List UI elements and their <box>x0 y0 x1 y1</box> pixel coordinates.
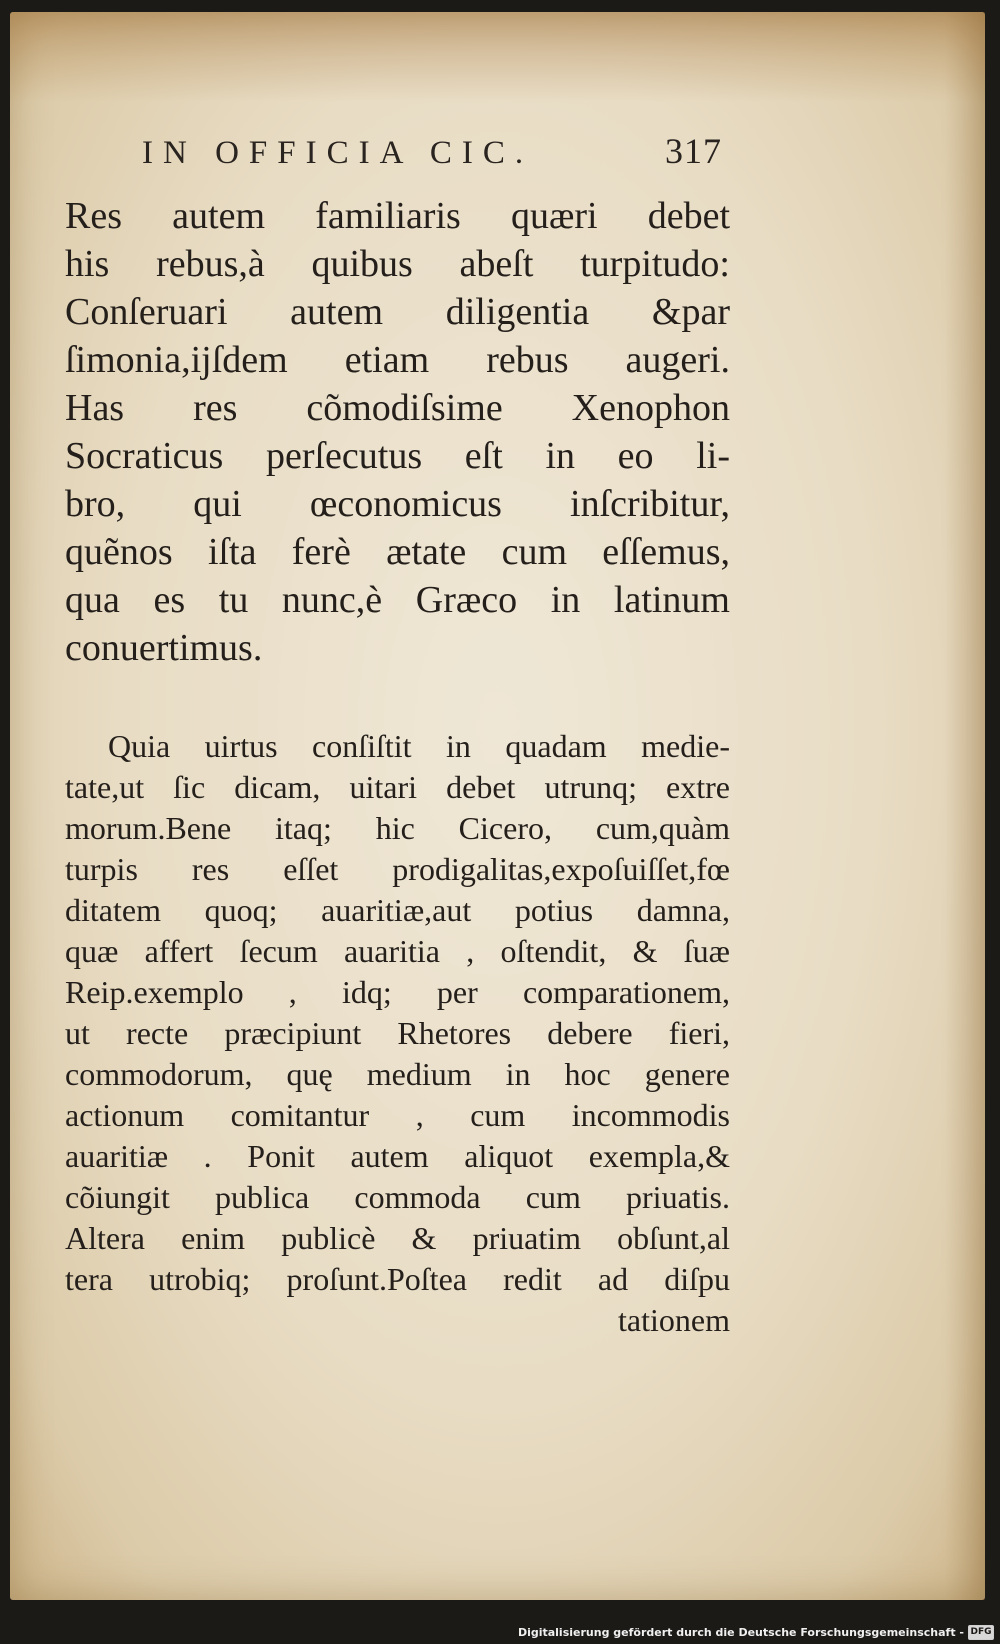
text-line: tate,ut ſic dicam, uitari debet utrunq; extre <box>65 769 730 805</box>
text-line: his rebus,à quibus abeſt turpitudo: <box>65 243 730 285</box>
credit-text: Digitalisierung gefördert durch die Deutsche Forschungsgemeinschaft - <box>517 1626 964 1639</box>
text-line: quẽnos iſta ferè ætate cum eſſemus, <box>65 531 730 573</box>
text-line: quæ affert ſecum auaritia , oſtendit, & ſuæ <box>65 933 730 969</box>
page-stain-top <box>10 12 985 102</box>
text-line: ſimonia,ijſdem etiam rebus augeri. <box>65 339 730 381</box>
text-line: Quia uirtus conſiſtit in quadam medie- <box>108 728 730 764</box>
text-line: actionum comitantur , cum incommodis <box>65 1097 730 1133</box>
text-line: auaritiæ . Ponit autem aliquot exempla,& <box>65 1138 730 1174</box>
page-header <box>142 130 722 172</box>
text-line: Reip.exemplo , idq; per comparationem, <box>65 974 730 1010</box>
text-paragraph-2 <box>65 726 730 1341</box>
text-line: Altera enim publicè & priuatim obſunt,al <box>65 1220 730 1256</box>
text-line: Res autem familiaris quæri debet <box>65 195 730 237</box>
text-line: commodorum, quę medium in hoc genere <box>65 1056 730 1092</box>
text-line: morum.Bene itaq; hic Cicero, cum,quàm <box>65 810 730 846</box>
text-line: ditatem quoq; auaritiæ,aut potius damna, <box>65 892 730 928</box>
catchword: tationem <box>618 1302 730 1338</box>
page-number: 317 <box>665 131 722 171</box>
text-line: cõiungit publica commoda cum priuatis. <box>65 1179 730 1215</box>
dfg-logo-icon: DFG <box>968 1625 994 1640</box>
book-page <box>10 12 985 1600</box>
text-line: conuertimus. <box>65 627 263 669</box>
text-line: Has res cõmodiſsime Xenophon <box>65 387 730 429</box>
running-head: IN OFFICIA CIC. <box>142 135 534 171</box>
text-paragraph-1 <box>65 192 730 672</box>
digitization-credit <box>518 1625 994 1640</box>
text-line: qua es tu nunc,è Græco in latinum <box>65 579 730 621</box>
text-line: tera utrobiq; proſunt.Poſtea redit ad diſpu <box>65 1261 730 1297</box>
text-line: turpis res eſſet prodigalitas,expoſuiſſet,fœ <box>65 851 730 887</box>
text-line: bro, qui œconomicus inſcribitur, <box>65 483 730 525</box>
page-stain-right <box>945 12 985 1600</box>
text-line: Conſeruari autem diligentia &par <box>65 291 730 333</box>
text-line: ut recte præcipiunt Rhetores debere fieri, <box>65 1015 730 1051</box>
text-line: Socraticus perſecutus eſt in eo li- <box>65 435 730 477</box>
